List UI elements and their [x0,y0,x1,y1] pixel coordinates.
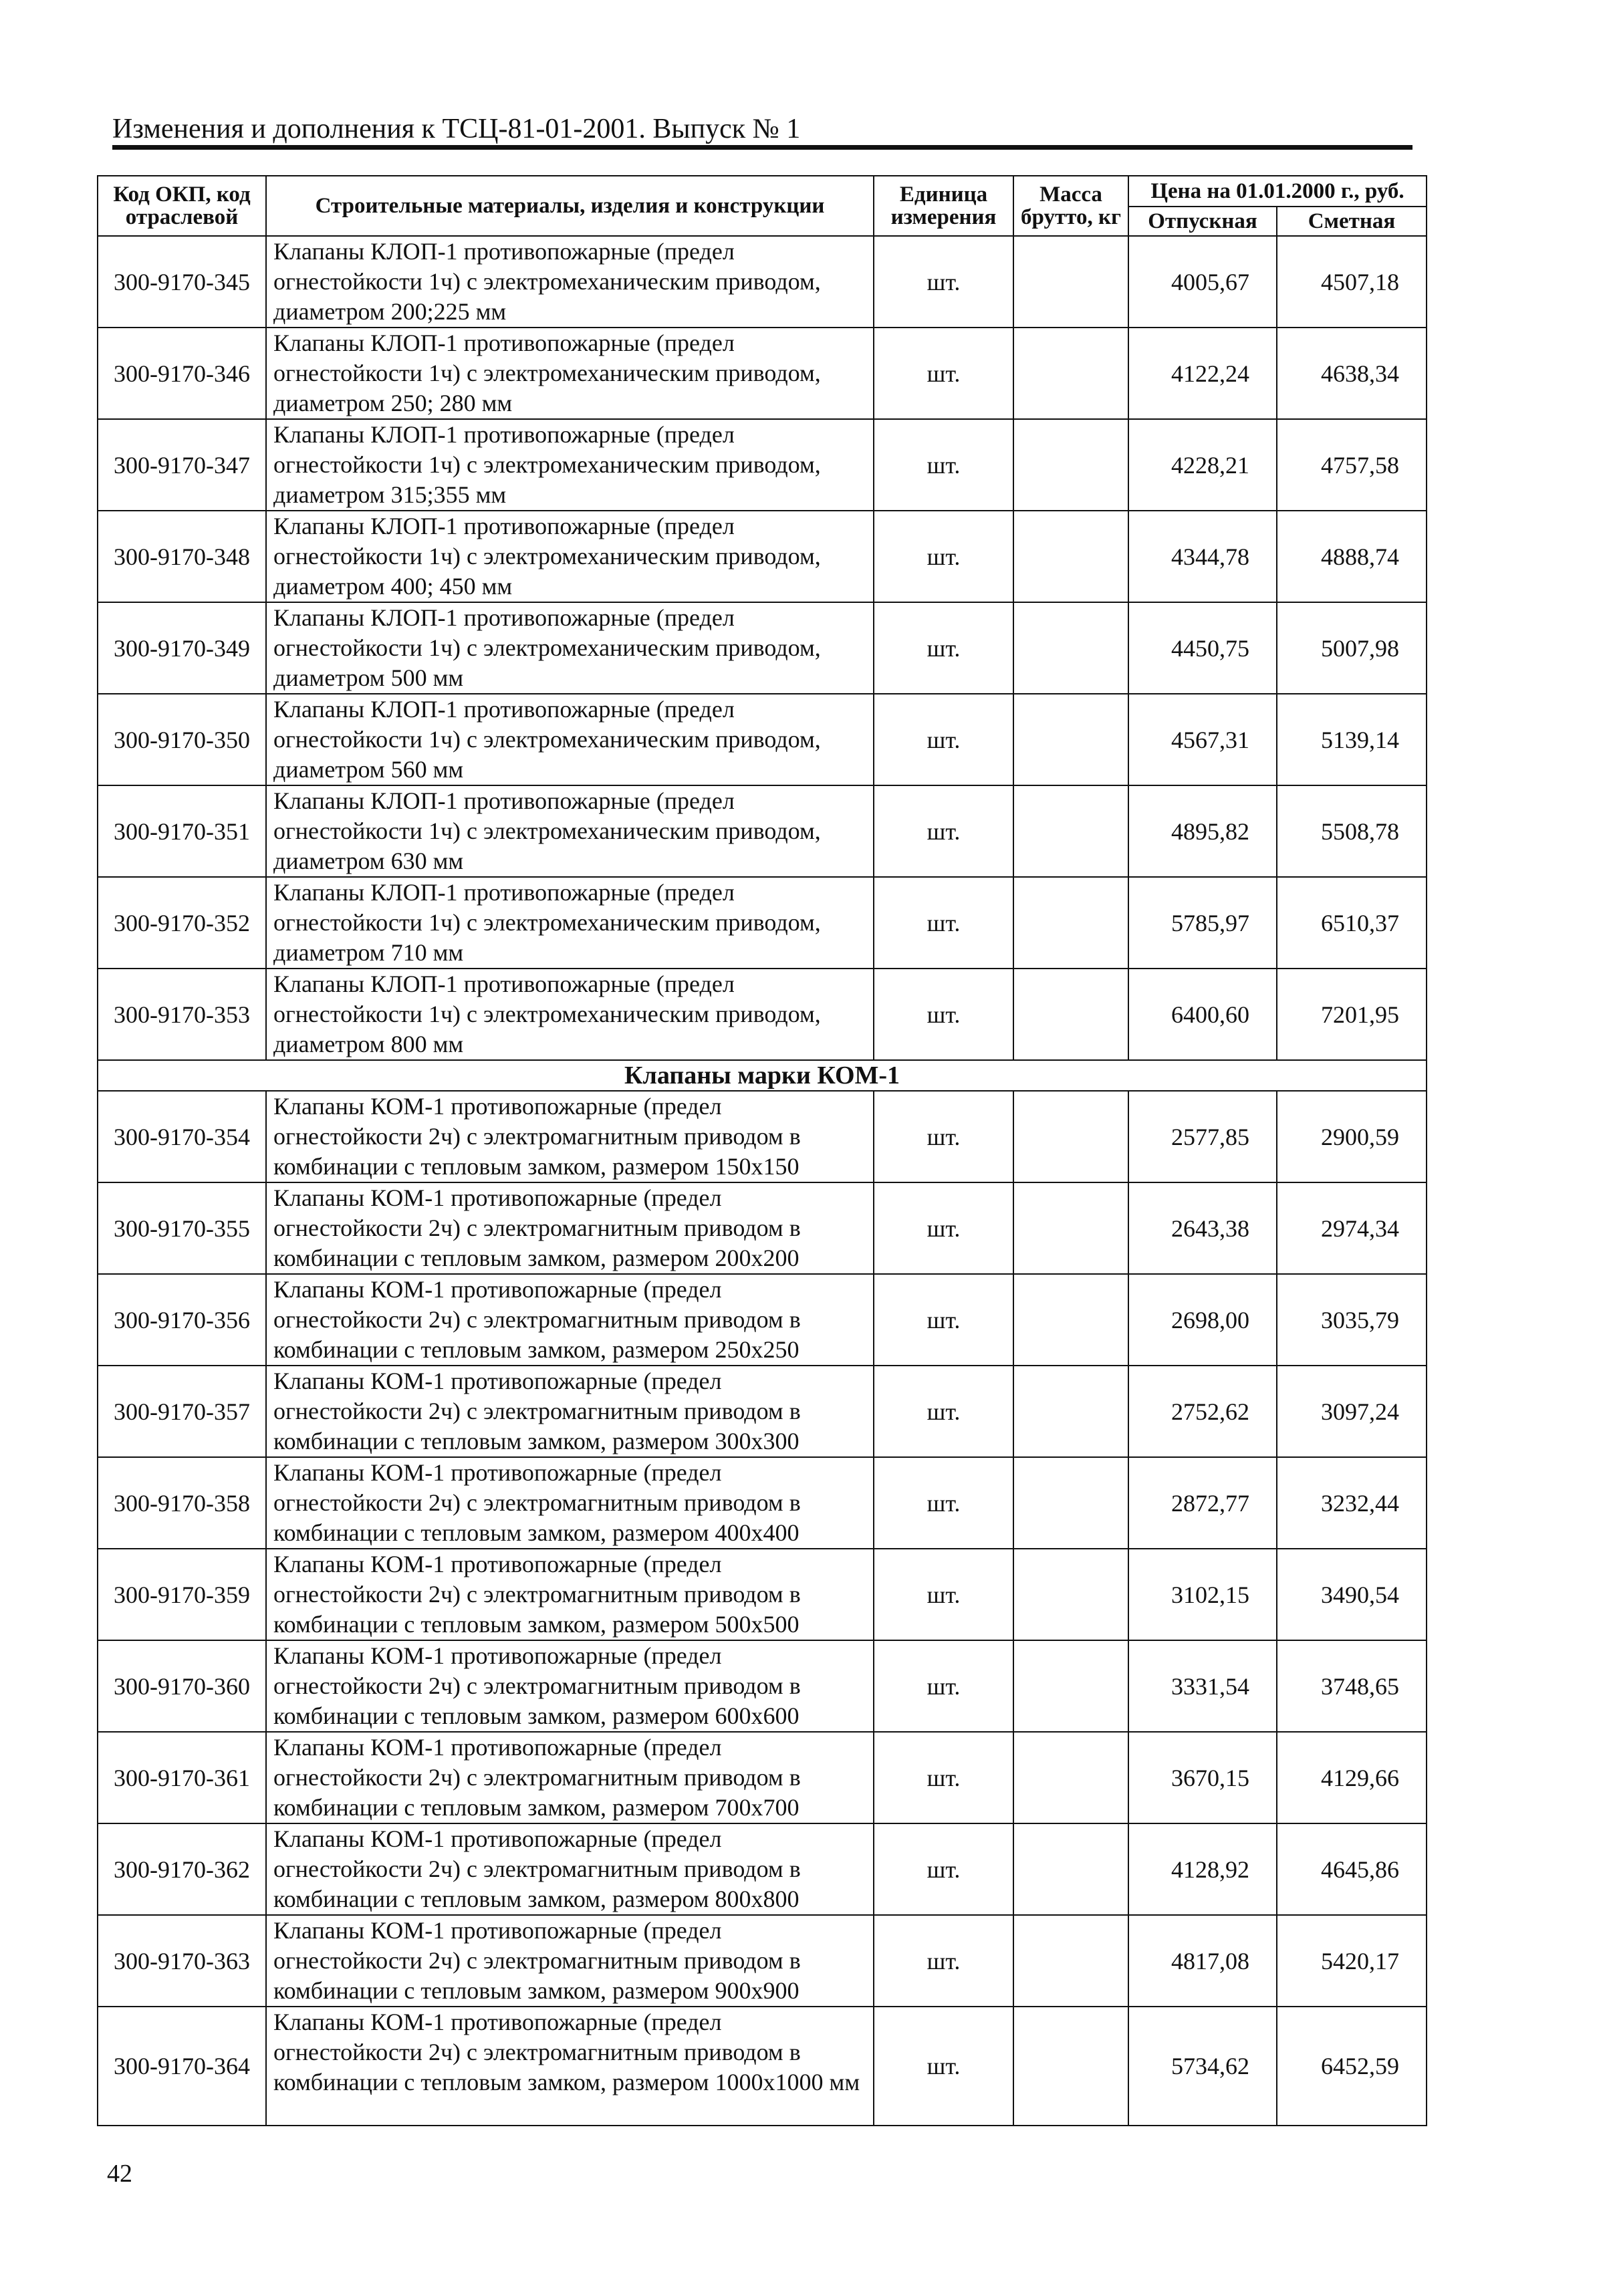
row-mass [1013,511,1128,602]
row-description: Клапаны КОМ-1 противопожарные (предел огнестойкости 2ч) с электромагнитным приводом в комбинации с тепловым замком, размером 700х700 [266,1732,874,1823]
table-row [98,1640,1427,1732]
row-estimate-price: 6452,59 [1277,2007,1427,2126]
row-release-price: 2752,62 [1128,1366,1277,1457]
row-estimate-price: 5508,78 [1277,785,1427,877]
row-code: 300-9170-361 [98,1732,266,1823]
row-release-price: 3670,15 [1128,1732,1277,1823]
row-release-price: 4122,24 [1128,328,1277,419]
column-header-code: Код ОКП, код отраслевой [98,176,266,236]
row-mass [1013,1091,1128,1182]
table-row [98,328,1427,419]
row-release-price: 2698,00 [1128,1274,1277,1366]
row-code: 300-9170-347 [98,419,266,511]
row-description: Клапаны КЛОП-1 противопожарные (предел огнестойкости 1ч) с электромеханическим приводом, диаметром 315;355 мм [266,419,874,511]
row-mass [1013,785,1128,877]
price-table [97,175,1427,2126]
row-release-price: 2577,85 [1128,1091,1277,1182]
row-mass [1013,602,1128,694]
row-code: 300-9170-364 [98,2007,266,2126]
row-mass [1013,1274,1128,1366]
row-estimate-price: 4507,18 [1277,236,1427,328]
row-unit: шт. [874,511,1013,602]
row-code: 300-9170-360 [98,1640,266,1732]
row-mass [1013,2007,1128,2126]
row-unit: шт. [874,694,1013,785]
row-code: 300-9170-345 [98,236,266,328]
row-mass [1013,328,1128,419]
row-estimate-price: 5420,17 [1277,1915,1427,2007]
row-release-price: 4817,08 [1128,1915,1277,2007]
row-unit: шт. [874,236,1013,328]
column-header-mass: Масса брутто, кг [1013,176,1128,236]
row-description: Клапаны КОМ-1 противопожарные (предел огнестойкости 2ч) с электромагнитным приводом в комбинации с тепловым замком, размером 500х500 [266,1549,874,1640]
row-release-price: 4344,78 [1128,511,1277,602]
column-header-release-price: Отпускная [1128,207,1277,236]
row-release-price: 3331,54 [1128,1640,1277,1732]
row-unit: шт. [874,969,1013,1060]
row-code: 300-9170-362 [98,1823,266,1915]
row-mass [1013,236,1128,328]
row-unit: шт. [874,1549,1013,1640]
row-code: 300-9170-358 [98,1457,266,1549]
row-code: 300-9170-356 [98,1274,266,1366]
header-rule [112,145,1412,150]
row-release-price: 2643,38 [1128,1182,1277,1274]
table-row [98,1915,1427,2007]
table-row [98,511,1427,602]
row-code: 300-9170-354 [98,1091,266,1182]
table-row [98,1549,1427,1640]
row-unit: шт. [874,1457,1013,1549]
table-row [98,969,1427,1060]
row-unit: шт. [874,602,1013,694]
section-title-kom: Клапаны марки КОМ-1 [98,1060,1427,1091]
row-description: Клапаны КОМ-1 противопожарные (предел огнестойкости 2ч) с электромагнитным приводом в комбинации с тепловым замком, размером 200х200 [266,1182,874,1274]
table-row [98,694,1427,785]
table-row [98,419,1427,511]
table-row [98,1274,1427,1366]
row-estimate-price: 2974,34 [1277,1182,1427,1274]
row-description: Клапаны КЛОП-1 противопожарные (предел огнестойкости 1ч) с электромеханическим приводом, диаметром 500 мм [266,602,874,694]
row-estimate-price: 3232,44 [1277,1457,1427,1549]
row-mass [1013,1457,1128,1549]
row-unit: шт. [874,1732,1013,1823]
row-description: Клапаны КОМ-1 противопожарные (предел огнестойкости 2ч) с электромагнитным приводом в комбинации с тепловым замком, размером 1000х1000 мм [266,2007,874,2126]
table-row [98,785,1427,877]
row-estimate-price: 3097,24 [1277,1366,1427,1457]
row-unit: шт. [874,877,1013,969]
page-number: 42 [107,2160,132,2188]
row-description: Клапаны КЛОП-1 противопожарные (предел огнестойкости 1ч) с электромеханическим приводом, диаметром 560 мм [266,694,874,785]
row-release-price: 2872,77 [1128,1457,1277,1549]
row-estimate-price: 4638,34 [1277,328,1427,419]
row-unit: шт. [874,328,1013,419]
row-release-price: 5785,97 [1128,877,1277,969]
row-unit: шт. [874,1274,1013,1366]
row-release-price: 3102,15 [1128,1549,1277,1640]
row-code: 300-9170-363 [98,1915,266,2007]
row-estimate-price: 2900,59 [1277,1091,1427,1182]
row-code: 300-9170-350 [98,694,266,785]
row-description: Клапаны КЛОП-1 противопожарные (предел огнестойкости 1ч) с электромеханическим приводом, диаметром 710 мм [266,877,874,969]
row-mass [1013,1182,1128,1274]
row-code: 300-9170-359 [98,1549,266,1640]
row-mass [1013,1640,1128,1732]
row-release-price: 4450,75 [1128,602,1277,694]
row-mass [1013,694,1128,785]
table-row [98,2007,1427,2126]
row-code: 300-9170-348 [98,511,266,602]
row-unit: шт. [874,785,1013,877]
row-unit: шт. [874,1823,1013,1915]
row-release-price: 4567,31 [1128,694,1277,785]
table-row [98,877,1427,969]
row-estimate-price: 3035,79 [1277,1274,1427,1366]
row-release-price: 4228,21 [1128,419,1277,511]
table-row [98,1732,1427,1823]
row-code: 300-9170-352 [98,877,266,969]
row-release-price: 5734,62 [1128,2007,1277,2126]
document-header: Изменения и дополнения к ТСЦ-81-01-2001. Выпуск № 1 [112,114,801,144]
column-header-price: Цена на 01.01.2000 г., руб. [1128,176,1427,207]
row-description: Клапаны КОМ-1 противопожарные (предел огнестойкости 2ч) с электромагнитным приводом в комбинации с тепловым замком, размером 800х800 [266,1823,874,1915]
row-code: 300-9170-351 [98,785,266,877]
kom-rows [98,1091,1427,2126]
row-description: Клапаны КЛОП-1 противопожарные (предел огнестойкости 1ч) с электромеханическим приводом, диаметром 630 мм [266,785,874,877]
row-estimate-price: 3748,65 [1277,1640,1427,1732]
row-code: 300-9170-357 [98,1366,266,1457]
row-mass [1013,1549,1128,1640]
row-code: 300-9170-346 [98,328,266,419]
row-code: 300-9170-349 [98,602,266,694]
row-description: Клапаны КОМ-1 противопожарные (предел огнестойкости 2ч) с электромагнитным приводом в комбинации с тепловым замком, размером 900х900 [266,1915,874,2007]
table-row [98,236,1427,328]
klop-rows [98,236,1427,1060]
row-estimate-price: 4645,86 [1277,1823,1427,1915]
row-code: 300-9170-353 [98,969,266,1060]
row-description: Клапаны КОМ-1 противопожарные (предел огнестойкости 2ч) с электромагнитным приводом в комбинации с тепловым замком, размером 300х300 [266,1366,874,1457]
row-unit: шт. [874,1915,1013,2007]
row-estimate-price: 7201,95 [1277,969,1427,1060]
row-description: Клапаны КОМ-1 противопожарные (предел огнестойкости 2ч) с электромагнитным приводом в комбинации с тепловым замком, размером 250х250 [266,1274,874,1366]
row-release-price: 6400,60 [1128,969,1277,1060]
table-row [98,602,1427,694]
section-kom [98,1060,1427,1091]
column-header-name: Строительные материалы, изделия и конструкции [266,176,874,236]
row-release-price: 4005,67 [1128,236,1277,328]
row-estimate-price: 4129,66 [1277,1732,1427,1823]
row-estimate-price: 4757,58 [1277,419,1427,511]
table-row [98,1366,1427,1457]
row-code: 300-9170-355 [98,1182,266,1274]
row-mass [1013,1823,1128,1915]
row-unit: шт. [874,1091,1013,1182]
row-estimate-price: 5139,14 [1277,694,1427,785]
row-description: Клапаны КЛОП-1 противопожарные (предел огнестойкости 1ч) с электромеханическим приводом, диаметром 800 мм [266,969,874,1060]
column-header-estimate-price: Сметная [1277,207,1427,236]
row-mass [1013,1915,1128,2007]
table-row [98,1091,1427,1182]
row-unit: шт. [874,1182,1013,1274]
table-row [98,1823,1427,1915]
row-description: Клапаны КЛОП-1 противопожарные (предел огнестойкости 1ч) с электромеханическим приводом, диаметром 250; 280 мм [266,328,874,419]
row-release-price: 4128,92 [1128,1823,1277,1915]
row-description: Клапаны КОМ-1 противопожарные (предел огнестойкости 2ч) с электромагнитным приводом в комбинации с тепловым замком, размером 150х150 [266,1091,874,1182]
row-description: Клапаны КОМ-1 противопожарные (предел огнестойкости 2ч) с электромагнитным приводом в комбинации с тепловым замком, размером 400х400 [266,1457,874,1549]
row-unit: шт. [874,1640,1013,1732]
row-description: Клапаны КЛОП-1 противопожарные (предел огнестойкости 1ч) с электромеханическим приводом, диаметром 400; 450 мм [266,511,874,602]
row-unit: шт. [874,1366,1013,1457]
row-mass [1013,877,1128,969]
row-mass [1013,1732,1128,1823]
table-row [98,1457,1427,1549]
row-mass [1013,969,1128,1060]
row-estimate-price: 6510,37 [1277,877,1427,969]
row-estimate-price: 3490,54 [1277,1549,1427,1640]
column-header-unit: Единица измерения [874,176,1013,236]
table-row [98,1182,1427,1274]
row-description: Клапаны КЛОП-1 противопожарные (предел огнестойкости 1ч) с электромеханическим приводом, диаметром 200;225 мм [266,236,874,328]
row-description: Клапаны КОМ-1 противопожарные (предел огнестойкости 2ч) с электромагнитным приводом в комбинации с тепловым замком, размером 600х600 [266,1640,874,1732]
row-unit: шт. [874,2007,1013,2126]
row-mass [1013,1366,1128,1457]
row-mass [1013,419,1128,511]
row-estimate-price: 4888,74 [1277,511,1427,602]
row-unit: шт. [874,419,1013,511]
row-release-price: 4895,82 [1128,785,1277,877]
row-estimate-price: 5007,98 [1277,602,1427,694]
